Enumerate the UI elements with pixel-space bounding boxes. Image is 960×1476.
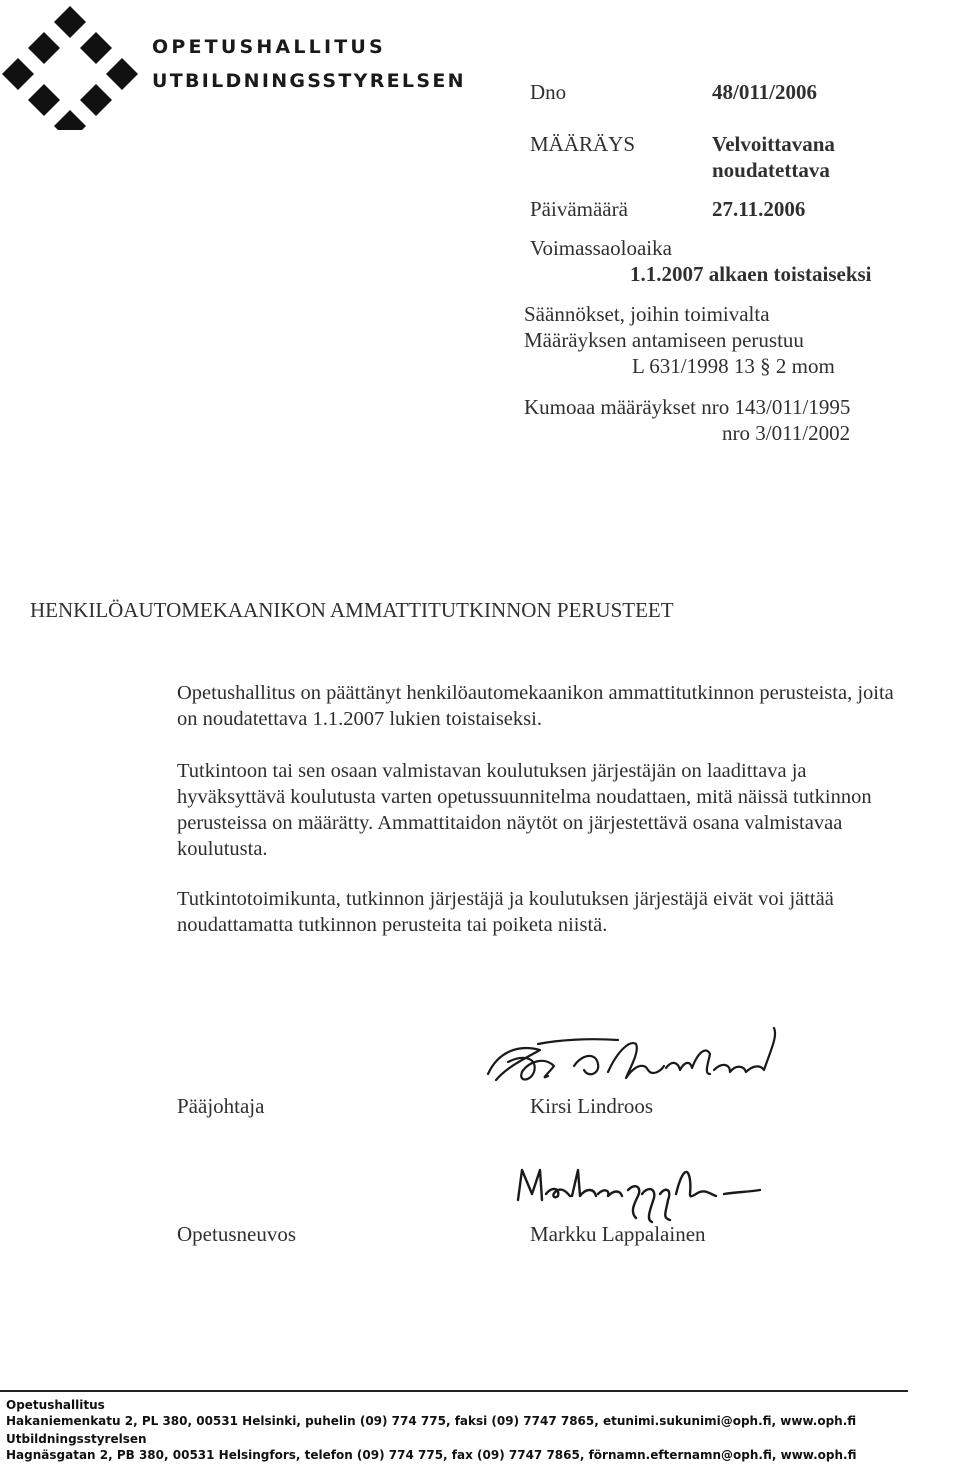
paragraph-2: Tutkintoon tai sen osaan valmistavan koulutuksen järjestäjän on laadittava ja hyväksyttävä koulutusta varten opetussuunnitelma noudattaen, mitä näissä tutkinnon perusteissa on määrätty. Ammattitaidon näytöt on järjestettävä osana valmistavaa koulutusta.: [177, 760, 872, 860]
signatory-1-name: Kirsi Lindroos: [530, 1094, 654, 1118]
basis-line-1: Säännökset, joihin toimivalta: [524, 302, 770, 326]
type-value-1: Velvoittavana: [712, 132, 835, 156]
footer-fi-address: Hakaniemenkatu 2, PL 380, 00531 Helsinki, puhelin (09) 774 775, faksi (09) 7747 7865, etunimi.sukunimi@oph.fi, www.oph.fi: [6, 1414, 857, 1428]
validity-label: Voimassaoloaika: [530, 236, 672, 260]
signatory-2-title: Opetusneuvos: [177, 1222, 296, 1246]
dno-label: Dno: [530, 80, 567, 104]
validity-value: 1.1.2007 alkaen toistaiseksi: [630, 262, 872, 286]
opetushallitus-logo-icon: [0, 0, 140, 130]
type-value-2: noudatettava: [712, 158, 830, 182]
basis-value: L 631/1998 13 § 2 mom: [632, 354, 835, 378]
dno-value: 48/011/2006: [712, 80, 818, 104]
footer-fi-name: Opetushallitus: [6, 1398, 105, 1412]
footer-divider: [0, 1390, 908, 1392]
org-name-sv: UTBILDNINGSSTYRELSEN: [152, 70, 466, 92]
footer-sv-address: Hagnäsgatan 2, PB 380, 00531 Helsingfors, telefon (09) 774 775, fax (09) 7747 7865, förnamn.efternamn@oph.fi, www.oph.fi: [6, 1448, 857, 1462]
footer-sv-name: Utbildningsstyrelsen: [6, 1432, 147, 1446]
date-label: Päivämäärä: [530, 197, 628, 221]
signature-lindroos-icon: [478, 1022, 788, 1092]
paragraph-1: Opetushallitus on päättänyt henkilöautomekaanikon ammattitutkinnon perusteista, joita on noudatettava 1.1.2007 lukien toistaiseksi.: [177, 682, 894, 730]
type-label: MÄÄRÄYS: [530, 132, 636, 156]
org-name-fi: OPETUSHALLITUS: [152, 36, 386, 58]
signatory-2-name: Markku Lappalainen: [530, 1222, 706, 1246]
basis-line-2: Määräyksen antamiseen perustuu: [524, 328, 804, 352]
document-title: HENKILÖAUTOMEKAANIKON AMMATTITUTKINNON PERUSTEET: [30, 598, 674, 622]
repeals-label: Kumoaa määräykset nro 143/011/1995: [524, 395, 851, 419]
signatory-1-title: Pääjohtaja: [177, 1094, 265, 1118]
signature-lappalainen-icon: [510, 1160, 770, 1226]
date-value: 27.11.2006: [712, 197, 806, 221]
repeals-line-2: nro 3/011/2002: [722, 421, 851, 445]
paragraph-3: Tutkintotoimikunta, tutkinnon järjestäjä ja koulutuksen järjestäjä eivät voi jättää noudattamatta tutkinnon perusteita tai poiketa niistä.: [177, 888, 834, 936]
